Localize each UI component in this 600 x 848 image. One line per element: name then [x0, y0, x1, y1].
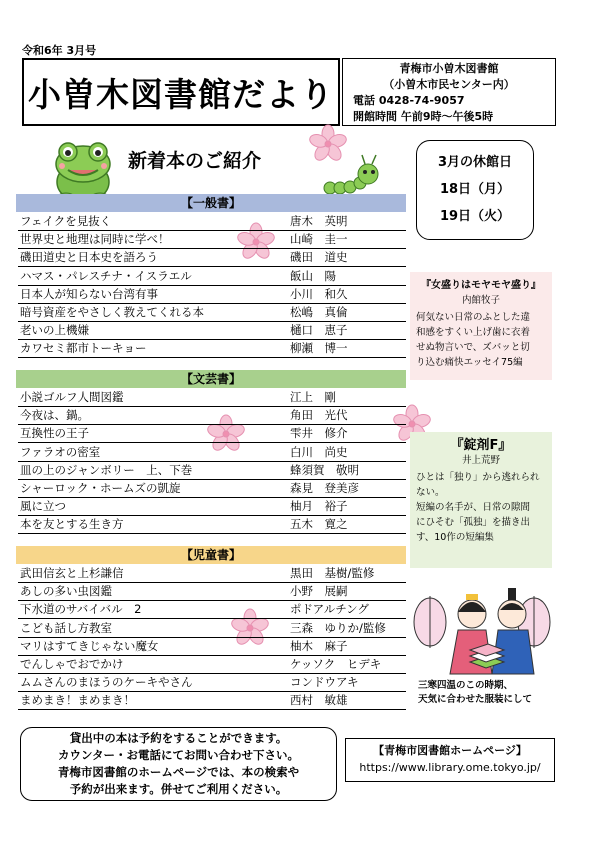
book-author: 三森 ゆりか/監修 — [290, 620, 386, 635]
book-row — [18, 497, 406, 516]
book-row — [18, 691, 406, 710]
book-row — [18, 637, 406, 656]
book-row — [18, 267, 406, 286]
section-general-header — [16, 194, 406, 212]
book-title: 世界史と地理は同時に学べ！ — [20, 232, 170, 247]
season-note-line: 天気に合わせた服装にして — [418, 694, 533, 705]
review-line: にひそむ「孤独」を描き出 — [416, 517, 531, 528]
book-author: ケッソク ヒデキ — [290, 657, 382, 671]
book-author: 黒田 基樹/監修 — [290, 566, 375, 580]
book-author: 雫井 修介 — [290, 426, 348, 441]
book-author: ポドアルチング — [290, 602, 369, 617]
notice-line: 予約が出来ます。併せてご利用ください。 — [69, 782, 288, 796]
book-title: でんしゃでおでかけ — [20, 657, 124, 671]
book-author: 樋口 恵子 — [290, 323, 348, 338]
book-title: シャーロック・ホームズの凱旋 — [20, 481, 181, 495]
book-author: 柚月 裕子 — [290, 499, 348, 514]
book-row — [18, 248, 406, 267]
book-title: 磯田道史と日本史を語ろう — [20, 250, 158, 265]
book-title: こども話し方教室 — [20, 620, 112, 635]
library-phone: 電話 0428-74-9057 — [353, 94, 465, 107]
newsletter-title: 小曽木図書館だより — [28, 74, 334, 114]
library-info-box — [342, 58, 556, 126]
book-author: コンドウアキ — [290, 675, 359, 690]
book-author: 磯田 道史 — [290, 250, 348, 265]
book-author: 小川 和久 — [290, 286, 348, 301]
review-title: 『錠剤F』 — [450, 438, 512, 453]
book-row — [18, 443, 406, 462]
book-row — [18, 285, 406, 304]
book-row — [18, 424, 406, 443]
book-author: 山崎 圭一 — [290, 232, 348, 247]
hina-dolls-illustration — [408, 574, 556, 678]
library-hours: 開館時間 午前9時～午後5時 — [353, 110, 494, 123]
book-author: 柳瀬 博一 — [290, 341, 348, 356]
section-children-header — [16, 546, 406, 564]
book-review-card — [410, 272, 552, 380]
book-author: 白川 尚史 — [290, 444, 348, 459]
issue-label: 令和6年 3月号 — [22, 44, 97, 57]
book-title: ファラオの密室 — [20, 444, 101, 459]
review-line: り込む痛快エッセイ75編 — [416, 357, 523, 368]
book-author: 小野 展嗣 — [290, 584, 348, 599]
book-author: 飯山 陽 — [290, 268, 336, 283]
book-author: 江上 剛 — [290, 390, 336, 404]
review-line: す、10作の短編集 — [416, 532, 494, 543]
book-title: 老いの上機嫌 — [20, 323, 89, 338]
book-title: 風に立つ — [20, 499, 66, 514]
book-row — [18, 339, 406, 358]
book-author: 松嶋 真倫 — [290, 305, 348, 319]
closed-day-1: 18日（月） — [439, 182, 511, 197]
season-note-line: 三寒四温のこの時期、 — [418, 680, 514, 691]
book-row — [18, 619, 406, 638]
book-row — [18, 479, 406, 498]
homepage-heading: 【青梅市図書館ホームページ】 — [373, 744, 527, 757]
book-author: 角田 光代 — [290, 408, 348, 423]
library-name: 青梅市小曽木図書館 — [399, 62, 499, 75]
book-row — [18, 655, 406, 674]
book-title: 日本人が知らない台湾有事 — [20, 286, 158, 301]
review-line: ない。 — [416, 487, 445, 498]
book-row — [18, 564, 406, 583]
newsletter-title-box — [22, 58, 340, 126]
book-title: 皿の上のジャンボリー 上、下巻 — [20, 462, 193, 477]
book-title: 下水道のサバイバル 2 — [20, 602, 142, 617]
book-author: 西村 敏雄 — [290, 693, 348, 708]
homepage-box — [345, 738, 555, 782]
book-title: あしの多い虫図鑑 — [20, 584, 112, 599]
closed-days-title: 3月の休館日 — [437, 155, 513, 170]
book-author: 五木 寛之 — [290, 517, 348, 532]
book-title: 武田信玄と上杉謙信 — [20, 566, 124, 580]
review-line: 和感をすくい上げ歯に衣着 — [416, 327, 531, 338]
book-row — [18, 406, 406, 425]
book-title: 本を友とする生き方 — [20, 517, 124, 532]
notice-line: カウンター・お電話にてお問い合わせ下さい。 — [57, 748, 300, 762]
book-title: 暗号資産をやさしく教えてくれる本 — [20, 305, 204, 319]
homepage-url[interactable]: https://www.library.ome.tokyo.jp/ — [359, 761, 541, 774]
closed-days-box — [416, 140, 534, 240]
book-title: ムムさんのまほうのケーキやさん — [20, 675, 193, 690]
book-title: 小説ゴルフ人間図鑑 — [20, 390, 124, 404]
reservation-notice-box — [20, 727, 337, 801]
book-row — [18, 230, 406, 249]
book-row — [18, 515, 406, 534]
book-title: ハマス・パレスチナ・イスラエル — [20, 268, 192, 283]
book-author: 蜂須賀 敬明 — [290, 462, 359, 477]
section-literature-label: 【文芸書】 — [180, 372, 241, 386]
review-line: せぬ物言いで、ズバッと切 — [416, 342, 530, 353]
season-note — [418, 679, 532, 707]
book-row — [18, 673, 406, 692]
review-line: 何気ない日常のふとした違 — [416, 312, 531, 323]
book-title: 互換性の王子 — [20, 426, 89, 441]
review-title: 『女盛りはモヤモヤ盛り』 — [421, 280, 541, 291]
book-row — [18, 321, 406, 340]
new-books-heading: 新着本のご紹介 — [128, 150, 262, 172]
book-title: フェイクを見抜く — [20, 214, 112, 228]
book-author: 柚木 麻子 — [290, 638, 348, 653]
section-general-label: 【一般書】 — [180, 196, 241, 210]
section-literature-header — [16, 370, 406, 388]
book-title: 今夜は、鍋。 — [20, 408, 89, 423]
closed-day-2: 19日（火） — [439, 209, 511, 224]
book-row — [18, 461, 406, 480]
book-author: 森見 登美彦 — [290, 481, 359, 495]
book-author: 唐木 英明 — [290, 214, 348, 228]
section-children-label: 【児童書】 — [180, 548, 241, 562]
book-title: マリはすてきじゃない魔女 — [20, 638, 159, 653]
book-row — [18, 212, 406, 231]
book-review-card — [410, 432, 552, 568]
book-row — [18, 388, 406, 407]
book-title: まめまき！まめまき！ — [20, 693, 135, 708]
review-line: ひとは「独り」から逃れられ — [416, 472, 540, 483]
book-title: カワセミ都市トーキョー — [20, 341, 147, 356]
caterpillar-illustration — [322, 152, 386, 198]
review-author: 井上荒野 — [461, 455, 500, 466]
book-row — [18, 582, 406, 601]
notice-line: 貸出中の本は予約をすることができます。 — [69, 731, 288, 745]
book-row — [18, 303, 406, 322]
review-author: 内館牧子 — [461, 295, 500, 306]
review-line: 短編の名手が、日常の隙間 — [416, 502, 531, 513]
library-location: （小曽木市民センター内） — [383, 78, 515, 91]
book-row — [18, 600, 406, 619]
notice-line: 青梅市図書館のホームページでは、本の検索や — [57, 765, 300, 779]
